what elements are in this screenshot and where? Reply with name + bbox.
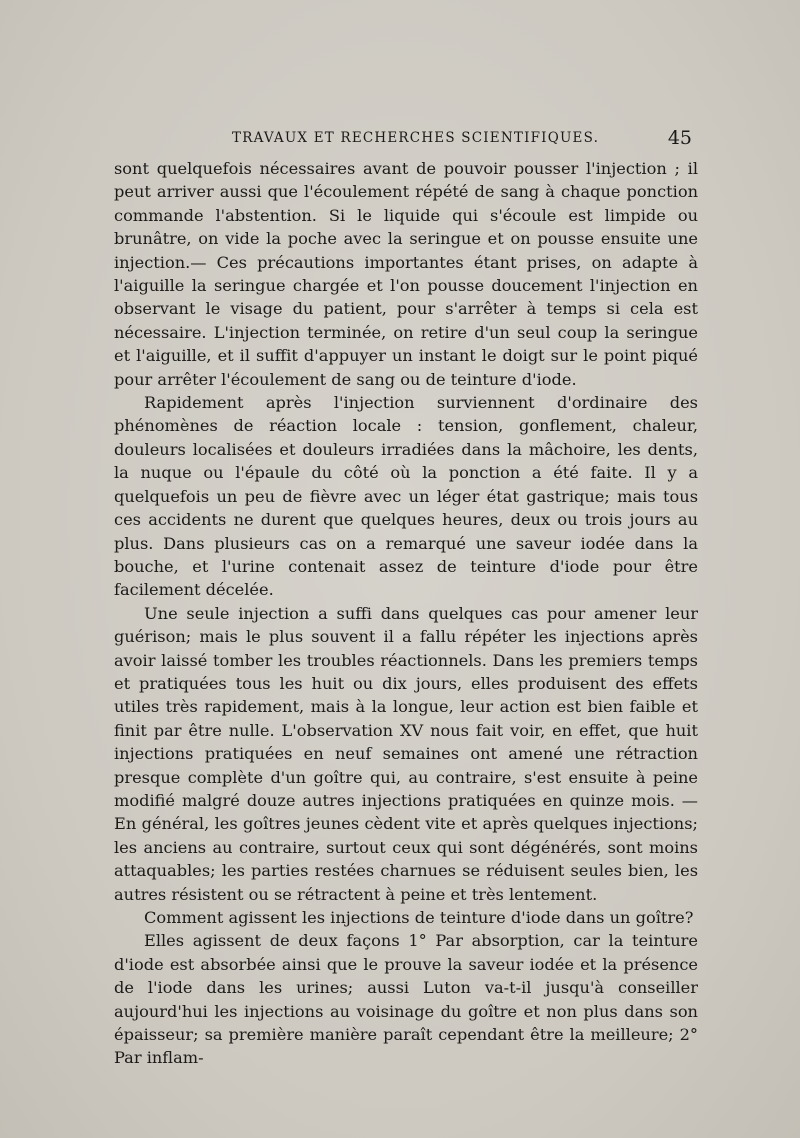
page-header	[110, 128, 700, 152]
paragraph-results: Une seule injection a suffi dans quelques cas pour amener leur guérison; mais le plus souvent il a fallu répéter les injections après avoir laissé tomber les troubles réactionnels. Dans les premiers temps et pratiquées tous les huit ou dix jours, elles produisent des effets utiles très rapidement, mais à la longue, leur action est bien faible et finit par être nulle. L'observation XV nous fait voir, en effet, que huit injections pratiquées en neuf semaines ont amené une rétraction presque complète d'un goître qui, au contraire, s'est ensuite à peine modifié malgré douze autres injections pratiquées en quinze mois. — En général, les goîtres jeunes cèdent vite et après quelques injections; les anciens au contraire, surtout ceux qui sont dégénérés, sont moins attaquables; les parties restées charnues se réduisent seules bien, les autres résistent ou se rétractent à peine et très lentement.	[114, 603, 698, 904]
page-body	[114, 157, 698, 1070]
paragraph-reaction: Rapidement après l'injection surviennent d'ordinaire des phénomènes de réaction locale : tension, gonflement, chaleur, douleurs localisées et douleurs irradiées dans la mâchoire, les dents, la nuque ou l'épaule du côté où la ponction a été faite. Il y a quelquefois un peu de fièvre avec un léger état gastrique; mais tous ces accidents ne durent que quelques heures, deux ou trois jours au plus. Dans plusieurs cas on a remarqué une saveur iodée dans la bouche, et l'urine contenait assez de teinture d'iode pour être facilement décelée.	[114, 393, 698, 600]
paragraph-continued: sont quelquefois nécessaires avant de pouvoir pousser l'injection ; il peut arriver aussi que l'écoulement répété de sang à chaque ponction commande l'abstention. Si le liquide qui s'écoule est limpide ou brunâtre, on vide la poche avec la seringue et on pousse ensuite une injection.— Ces précautions importantes étant prises, on adapte à l'aiguille la seringue chargée et l'on pousse doucement l'injection en observant le visage du patient, pour s'arrêter à temps si cela est nécessaire. L'injection terminée, on retire d'un seul coup la seringue et l'aiguille, et il suffit d'appuyer un instant le doigt sur le point piqué pour arrêter l'écoulement de sang ou de teinture d'iode.	[114, 159, 698, 389]
paragraph-mechanism: Elles agissent de deux façons 1° Par absorption, car la teinture d'iode est absorbée ainsi que le prouve la saveur iodée et la présence de l'iode dans les urines; aussi Luton va-t-il jusqu'à conseiller aujourd'hui les injections au voisinage du goître et non plus dans son épaisseur; sa première manière paraît cependant être la meilleure; 2° Par inflam-	[114, 931, 698, 1068]
running-title: TRAVAUX ET RECHERCHES SCIENTIFIQUES.	[232, 130, 600, 146]
paragraph-question: Comment agissent les injections de teinture d'iode dans un goître?	[144, 908, 694, 927]
page-number: 45	[667, 127, 692, 149]
